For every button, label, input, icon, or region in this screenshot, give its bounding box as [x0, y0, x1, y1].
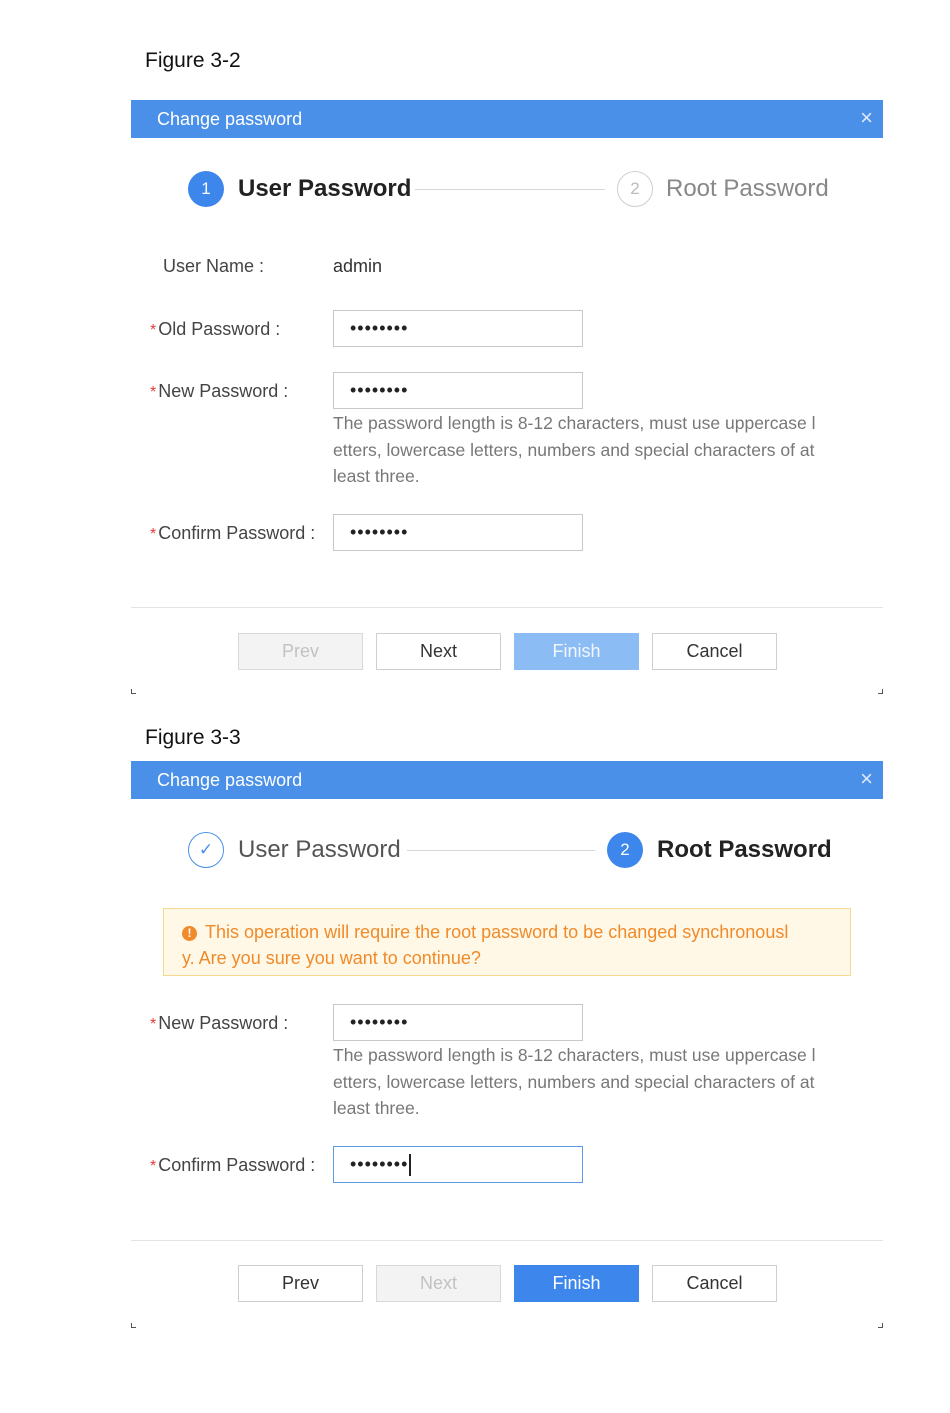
- password-hint-line: etters, lowercase letters, numbers and special characters of at: [333, 439, 815, 460]
- step-1-circle: 1: [188, 171, 224, 207]
- step-1-label: User Password: [238, 836, 401, 863]
- cancel-button[interactable]: Cancel: [652, 1265, 777, 1302]
- confirm-password-label: [150, 523, 315, 544]
- next-button[interactable]: Next: [376, 633, 501, 670]
- step-2-label: Root Password: [657, 836, 832, 863]
- warning-icon: !: [182, 926, 197, 941]
- change-password-dialog: [131, 100, 883, 694]
- step-indicator: [131, 170, 883, 214]
- checkmark-icon: ✓: [188, 832, 224, 868]
- password-hint: [333, 410, 853, 490]
- warning-alert: [163, 908, 851, 976]
- required-mark: *: [150, 526, 157, 543]
- cancel-button[interactable]: Cancel: [652, 633, 777, 670]
- footer-divider: [131, 1240, 883, 1241]
- confirm-password-label-text: Confirm Password :: [158, 523, 316, 543]
- step-indicator: [131, 831, 883, 875]
- new-password-label-text: New Password :: [158, 381, 289, 401]
- dialog-title: Change password: [157, 770, 303, 790]
- old-password-input[interactable]: ••••••••: [333, 310, 583, 347]
- password-hint: [333, 1042, 853, 1122]
- username-value: admin: [333, 256, 383, 276]
- finish-button[interactable]: Finish: [514, 633, 639, 670]
- text-caret: [409, 1154, 411, 1176]
- dialog-titlebar: [131, 761, 883, 799]
- confirm-password-input[interactable]: [333, 1146, 583, 1183]
- figure-caption: Figure 3-3: [145, 726, 241, 749]
- old-password-label-text: Old Password :: [158, 319, 281, 339]
- password-hint-line: least three.: [333, 466, 420, 486]
- warning-line: [182, 919, 834, 945]
- step-2-circle: 2: [607, 832, 643, 868]
- new-password-label: [150, 381, 288, 402]
- footer-divider: [131, 607, 883, 608]
- password-hint-line: least three.: [333, 1098, 420, 1118]
- confirm-password-label-text: Confirm Password :: [158, 1155, 316, 1175]
- password-hint-line: The password length is 8-12 characters, must use uppercase l: [333, 1045, 816, 1065]
- step-2-circle: 2: [617, 171, 653, 207]
- figure-caption: Figure 3-2: [145, 49, 241, 72]
- required-mark: *: [150, 1016, 157, 1033]
- password-hint-line: etters, lowercase letters, numbers and special characters of at: [333, 1071, 815, 1092]
- confirm-password-value: ••••••••: [350, 1154, 409, 1174]
- dialog-title: Change password: [157, 109, 303, 129]
- required-mark: *: [150, 1158, 157, 1175]
- confirm-password-label: [150, 1155, 315, 1176]
- step-1-label: User Password: [238, 175, 412, 202]
- confirm-password-input[interactable]: ••••••••: [333, 514, 583, 551]
- required-mark: *: [150, 322, 157, 339]
- new-password-input[interactable]: ••••••••: [333, 1004, 583, 1041]
- next-button[interactable]: Next: [376, 1265, 501, 1302]
- warning-text-line2: y. Are you sure you want to continue?: [182, 948, 481, 968]
- finish-button[interactable]: Finish: [514, 1265, 639, 1302]
- step-2-label: Root Password: [666, 175, 829, 202]
- resize-corner-right[interactable]: [878, 689, 883, 694]
- prev-button[interactable]: Prev: [238, 1265, 363, 1302]
- resize-corner-right[interactable]: [878, 1323, 883, 1328]
- new-password-label: [150, 1013, 288, 1034]
- warning-text-line1: This operation will require the root password to be changed synchronousl: [205, 922, 789, 942]
- step-connector: [415, 189, 605, 190]
- old-password-label: [150, 319, 280, 340]
- prev-button[interactable]: Prev: [238, 633, 363, 670]
- change-password-dialog: [131, 761, 883, 1328]
- password-hint-line: The password length is 8-12 characters, must use uppercase l: [333, 413, 816, 433]
- close-icon[interactable]: ×: [860, 105, 873, 130]
- dialog-titlebar: [131, 100, 883, 138]
- required-mark: *: [150, 384, 157, 401]
- new-password-input[interactable]: ••••••••: [333, 372, 583, 409]
- step-connector: [407, 850, 595, 851]
- username-label: User Name :: [163, 256, 265, 276]
- new-password-label-text: New Password :: [158, 1013, 289, 1033]
- close-icon[interactable]: ×: [860, 766, 873, 791]
- resize-corner-left: [131, 689, 136, 694]
- resize-corner-left: [131, 1323, 136, 1328]
